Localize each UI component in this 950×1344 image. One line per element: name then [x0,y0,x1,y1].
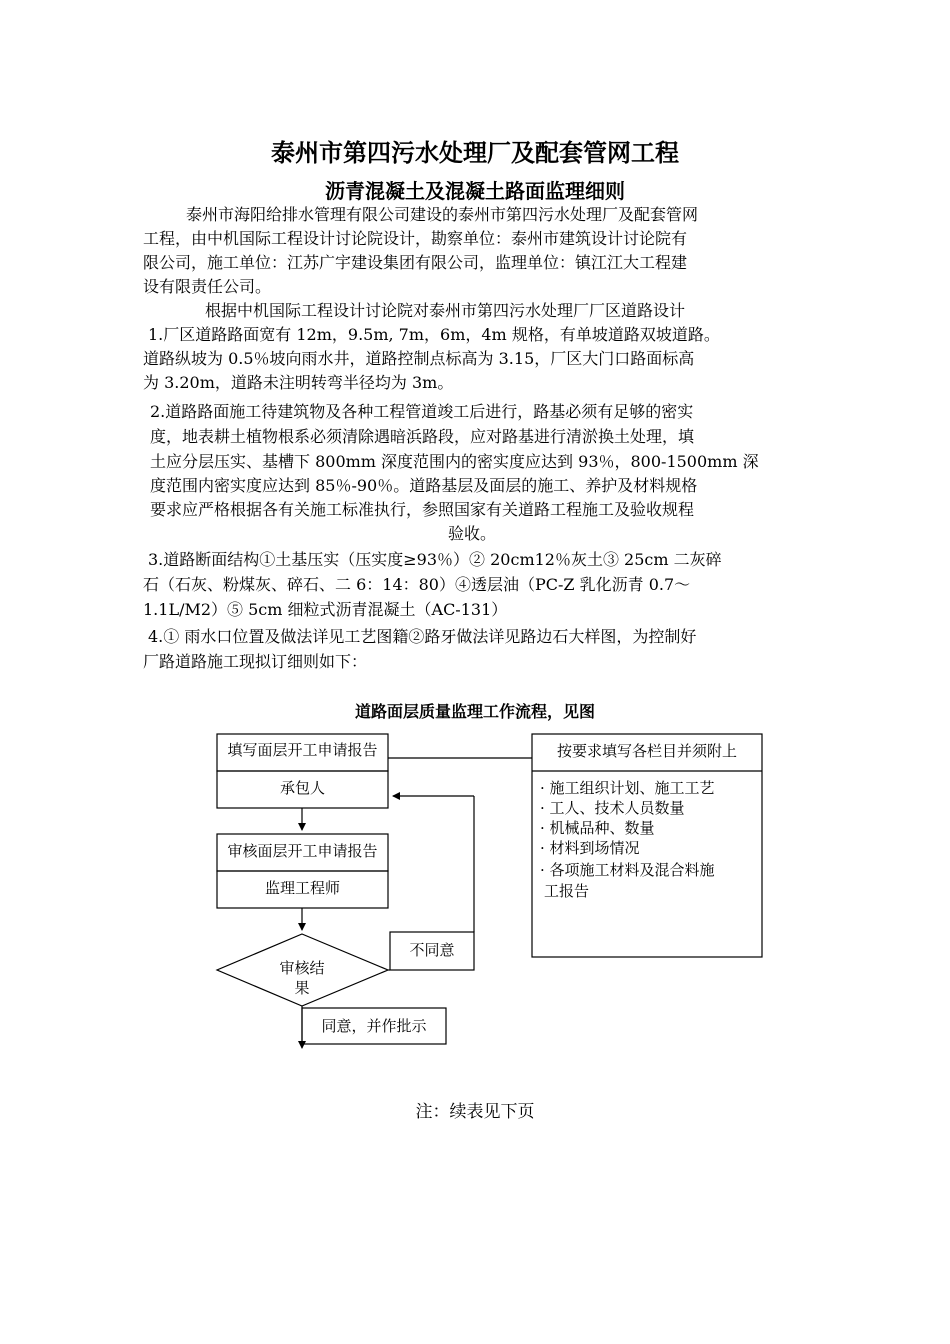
item3-line: 1.1L/M2）⑤ 5cm 细粒式沥青混凝土（AC-131） [143,600,508,619]
intro-line: 设有限责任公司。 [143,277,272,296]
item2-line: 度，地表耕土植物根系必须清除遇暗浜路段，应对路基进行清淤换土处理，填 [150,427,695,446]
item4-line: 4.① 雨水口位置及做法详见工艺图籍②路牙做法详见路边石大样图，为控制好 [148,627,697,646]
report-label-2: 审核面层开工申请报告 [227,842,378,860]
requirements-item: · 材料到场情况 [540,839,640,857]
flowchart-title: 道路面层质量监理工作流程，见图 [354,702,595,721]
basis-line: 根据中机国际工程设计讨论院对泰州市第四污水处理厂厂区道路设计 [205,301,686,320]
requirements-item: · 各项施工材料及混合料施 [540,861,715,879]
footer-note: 注：续表见下页 [415,1102,535,1122]
item1-line: 为 3.20m，道路未注明转弯半径均为 3m。 [143,373,454,392]
requirements-item: 工报告 [544,882,590,900]
intro-line: 泰州市海阳给排水管理有限公司建设的泰州市第四污水处理厂及配套管网 [186,205,699,224]
item1-line: 1.厂区道路路面宽有 12m，9.5m, 7m，6m，4m 规格，有单坡道路双坡道路。 [148,325,720,344]
agree-label: 同意，并作批示 [321,1017,427,1035]
item3-line: 石（石灰、粉煤灰、碎石、二 6：14：80）④透层油（PC-Z 乳化沥青 0.7～ [143,575,691,594]
intro-line: 工程，由中机国际工程设计讨论院设计，勘察单位：泰州市建筑设计讨论院有 [143,229,688,248]
actor-label-contractor: 承包人 [279,779,325,797]
requirements-item: · 工人、技术人员数量 [540,799,685,817]
item1-line: 道路纵坡为 0.5％坡向雨水井，道路控制点标高为 3.15，厂区大门口路面标高 [143,349,695,368]
item2-line: 验收。 [448,524,497,543]
disagree-label: 不同意 [409,941,455,959]
item2-line: 土应分层压实、基槽下 800mm 深度范围内的密实度应达到 93％，800-1500mm 深 [150,452,759,471]
requirements-item: · 施工组织计划、施工工艺 [540,779,715,797]
requirements-item: · 机械品种、数量 [540,819,655,837]
report-label-1: 填写面层开工申请报告 [227,741,378,759]
actor-label-supervisor: 监理工程师 [264,879,340,897]
requirements-header: 按要求填写各栏目并须附上 [556,742,737,760]
page-subtitle: 沥青混凝土及混凝土路面监理细则 [325,179,625,203]
item4-line: 厂路道路施工现拟订细则如下： [143,652,368,671]
page-title: 泰州市第四污水处理厂及配套管网工程 [271,139,679,167]
decision-label: 审核结果 [279,959,325,997]
item3-line: 3.道路断面结构①土基压实（压实度≥93％）② 20cm12％灰土③ 25cm 二灰碎 [148,550,722,569]
item2-line: 要求应严格根据各有关施工标准执行，参照国家有关道路工程施工及验收规程 [150,500,695,519]
item2-line: 2.道路路面施工待建筑物及各种工程管道竣工后进行，路基必须有足够的密实 [150,402,694,421]
item2-line: 度范围内密实度应达到 85％-90％。道路基层及面层的施工、养护及材料规格 [150,476,698,495]
intro-line: 限公司，施工单位：江苏广宇建设集团有限公司，监理单位：镇江江大工程建 [143,253,688,272]
